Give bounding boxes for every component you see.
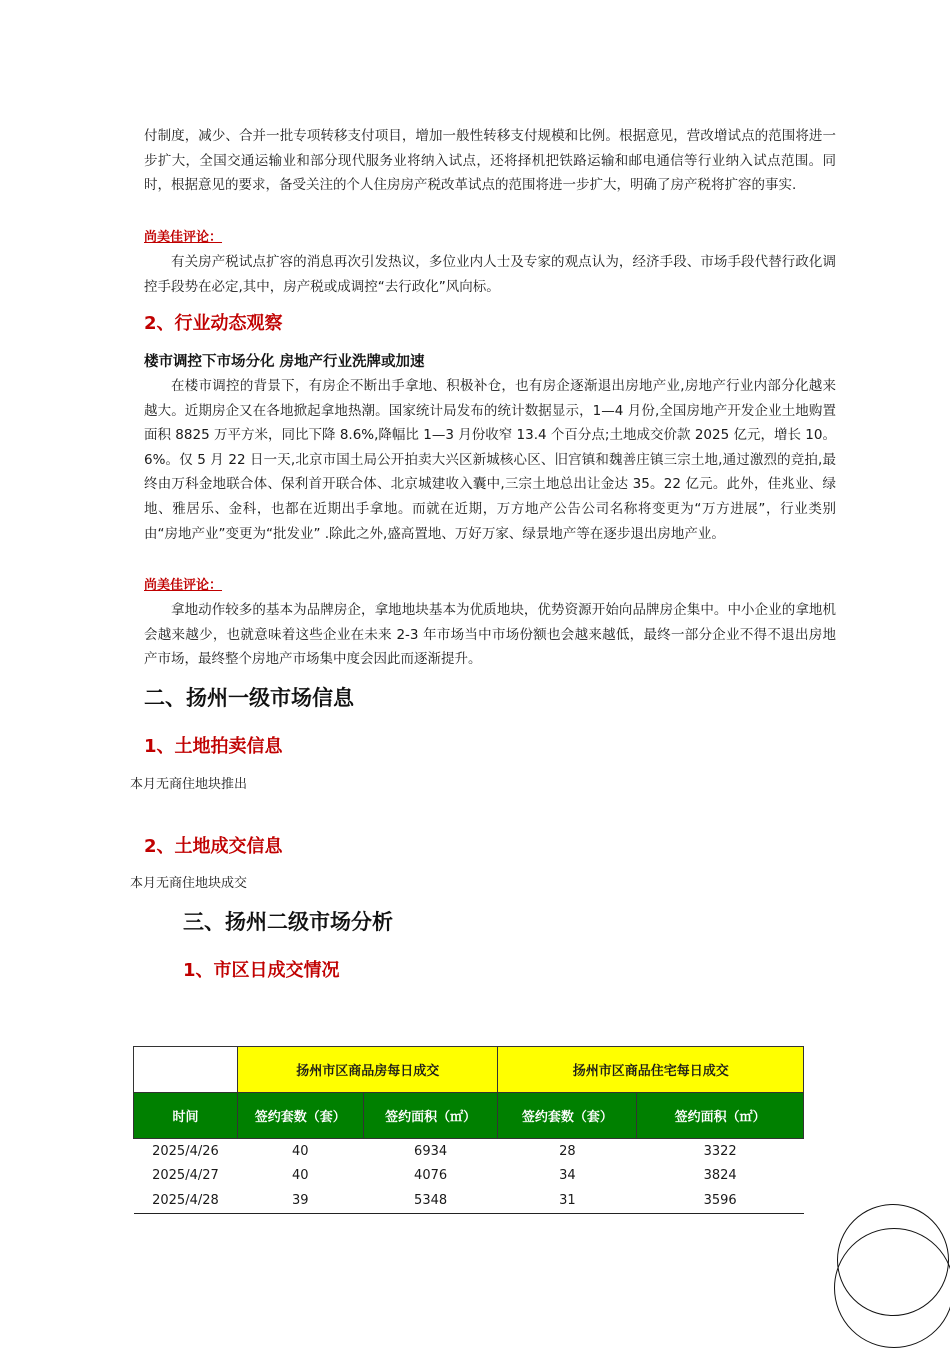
news-title: 楼市调控下市场分化 房地产行业洗牌或加速 [144,354,425,370]
daily-deals-table [133,1046,804,1214]
comment-label: 尚美佳评论： [144,230,223,245]
cell-area-commercial: 6934 [414,1143,448,1159]
body-paragraph-1: 付制度，减少、合并一批专项转移支付项目，增加一般性转移支付规模和比例。根据意见，营改增试点的范围将进一步扩大，全国交通运输业和部分现代服务业将纳入试点，还将择机把铁路运输和邮电通信等行业纳入试点范围。同时，根据意见的要求，备受关注的个人住房房产税改革试点的范围将进一步扩大，明确了房产税将扩容的事实. [144,128,836,194]
cell-area-residential: 3824 [703,1168,737,1184]
cell-units-commercial: 39 [237,1188,363,1213]
col-header-time: 时间 [134,1093,238,1139]
cell-date: 2025/4/27 [152,1168,219,1184]
cell-date: 2025/4/26 [152,1143,219,1159]
news-body: 在楼市调控的背景下，有房企不断出手拿地、积极补仓，也有房企逐渐退出房地产业,房地产行业内部分化越来越大。近期房企又在各地掀起拿地热潮。国家统计局发布的统计数据显示，1—4 月份,全国房地产开发企业土地购置面积 8825 万平方米，同比下降 8.6%,降幅比 1—3 月份收窄 13.4 个百分点;土地成交价款 2025 亿元，增长 10。6%。仅 5 月 22 日一天,北京市国土局公开拍卖大兴区新城核心区、旧宫镇和魏善庄镇三宗土地,通过激烈的竞拍,最终由万科金地联合体、保利首开联合体、北京城建收入囊中,三宗土地总出让金达 35。22 亿元。此外，佳兆业、绿地、雅居乐、金科，也都在近期出手拿地。而就在近期，万方地产公告公司名称将变更为“万方进展”，行业类别由“房地产业”变更为“批发业” .除此之外,盛高置地、万好万家、绿景地产等在逐步退出房地产业。 [144,378,836,542]
comment-paragraph-1: 有关房产税试点扩容的消息再次引发热议，多位业内人士及专家的观点认为，经济手段、市场手段代替行政化调控手段势在必定,其中，房产税或成调控“去行政化”风向标。 [144,254,836,295]
cell-area-commercial: 4076 [414,1168,448,1184]
comment-paragraph-2: 拿地动作较多的基本为品牌房企，拿地地块基本为优质地块，优势资源开始向品牌房企集中。中小企业的拿地机会越来越少，也就意味着这些企业在未来 2-3 年市场当中市场份额也会越来越低，最终一部分企业不得不退出房地产市场，最终整个房地产市场集中度会因此而逐渐提升。 [144,602,836,668]
cell-units-residential: 34 [559,1168,576,1184]
cell-units-residential: 31 [498,1188,637,1213]
decorative-circle-lower [834,1228,950,1348]
section-heading-daily-deals: 1、市区日成交情况 [183,960,340,981]
cell-date: 2025/4/28 [134,1188,238,1213]
part-heading-secondary-market: 三、扬州二级市场分析 [183,910,393,934]
land-auction-note: 本月无商住地块推出 [130,777,248,792]
section-heading-land-auction: 1、土地拍卖信息 [144,736,283,757]
cell-area-residential: 3596 [637,1188,804,1213]
cell-area-residential: 3322 [703,1143,737,1159]
col-header-area-residential: 签约面积（㎡） [637,1093,804,1139]
cell-units-commercial: 40 [292,1168,309,1184]
part-heading-primary-market: 二、扬州一级市场信息 [144,686,354,710]
col-header-area-commercial: 签约面积（㎡） [363,1093,498,1139]
col-header-units-commercial: 签约套数（套） [237,1093,363,1139]
land-deal-note: 本月无商住地块成交 [130,876,248,891]
table-row [134,1139,804,1164]
group-header-commercial: 扬州市区商品房每日成交 [237,1047,498,1093]
section-heading-land-deal: 2、土地成交信息 [144,836,283,857]
col-header-units-residential: 签约套数（套） [498,1093,637,1139]
cell-area-commercial: 5348 [363,1188,498,1213]
table-corner-cell [134,1047,238,1093]
section-heading-industry: 2、行业动态观察 [144,313,283,334]
cell-units-commercial: 40 [292,1143,309,1159]
comment-label: 尚美佳评论： [144,578,223,593]
table-row [134,1188,804,1213]
group-header-residential: 扬州市区商品住宅每日成交 [498,1047,804,1093]
table-row [134,1164,804,1189]
cell-units-residential: 28 [559,1143,576,1159]
